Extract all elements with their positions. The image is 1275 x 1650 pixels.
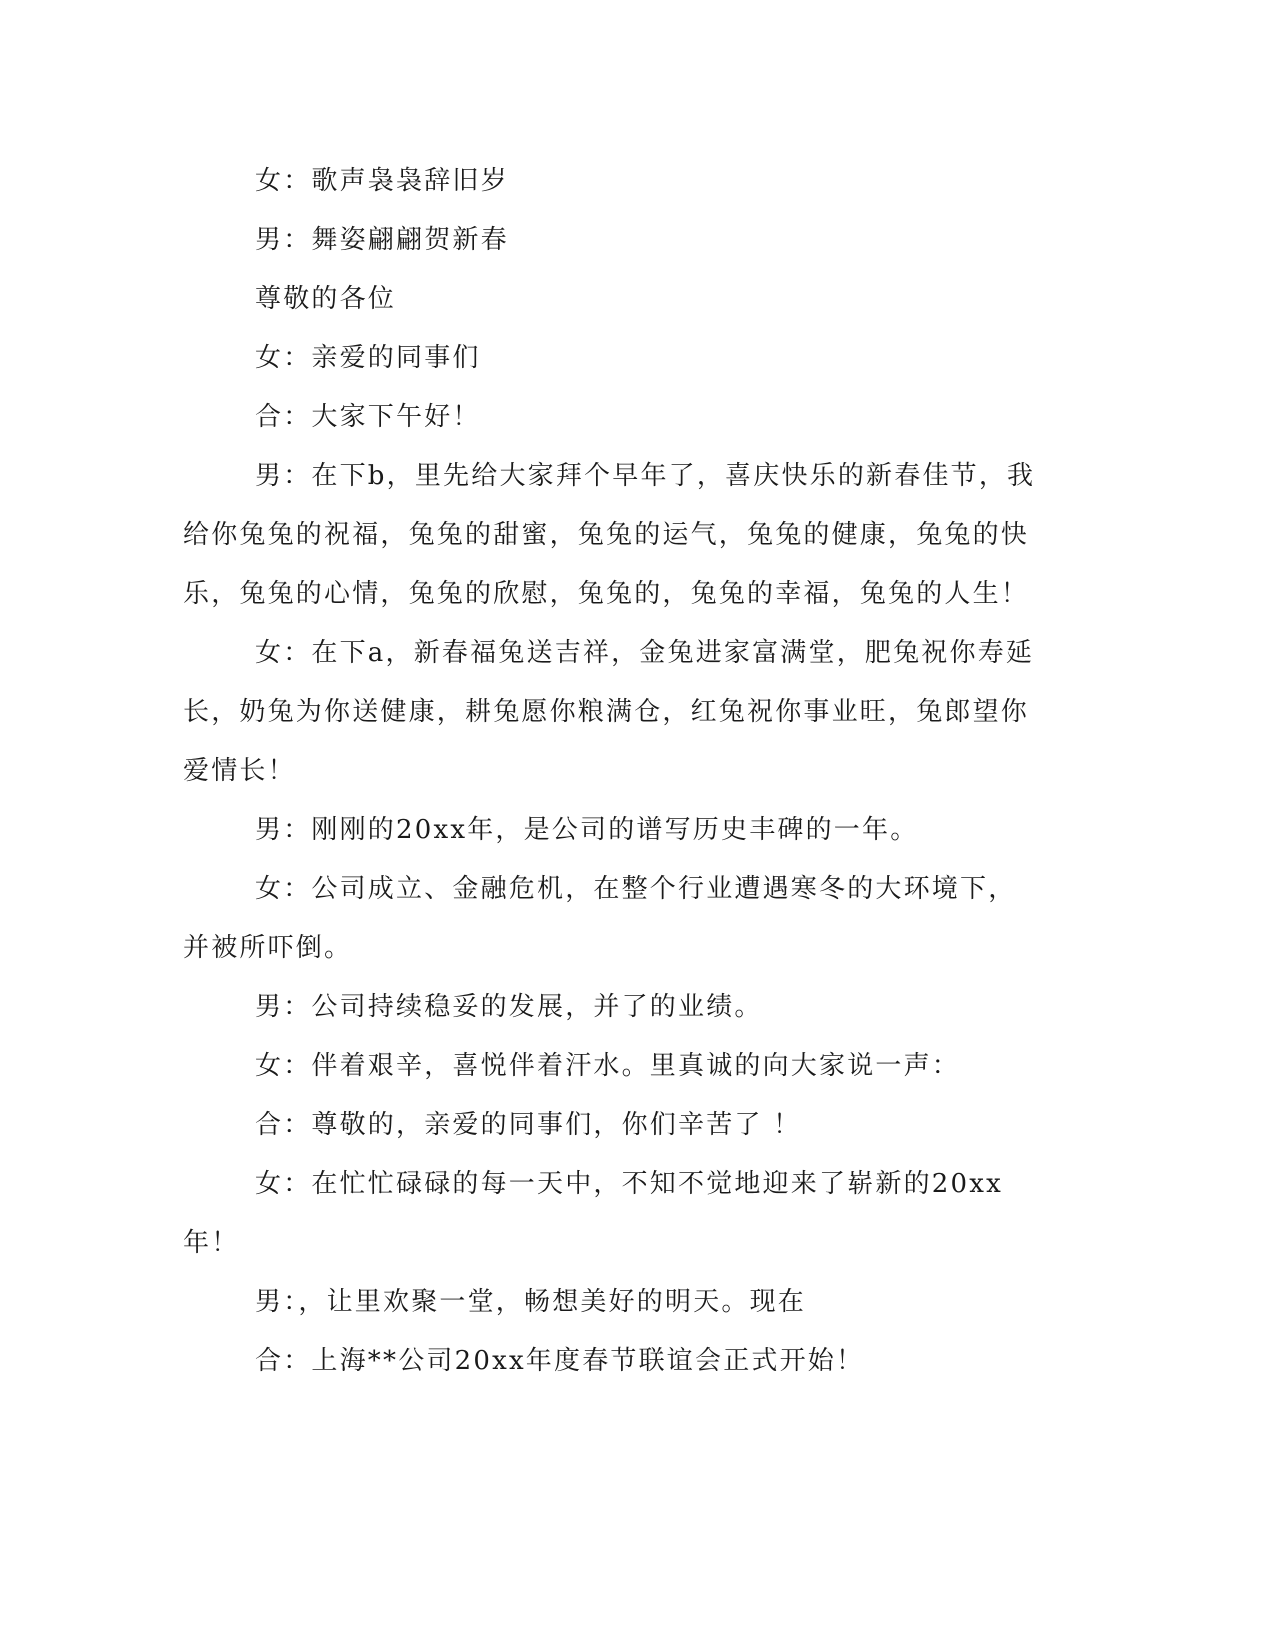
document-page — [183, 152, 1043, 1391]
line-respected-all: 尊敬的各位 — [255, 284, 397, 314]
line-male-gather: 男：，让里欢聚一堂，畅想美好的明天。现在 — [255, 1287, 807, 1317]
paragraph-female-blessing: 女：在下a，新春福兔送吉祥，金兔进家富满堂，肥兔祝你寿延长，奶兔为你送健康，耕兔愿你粮满仓，红兔祝你事业旺，兔郎望你爱情长！ — [183, 638, 1035, 786]
paragraph-male-blessing: 男：在下b，里先给大家拜个早年了，喜庆快乐的新春佳节，我给你兔兔的祝福，兔兔的甜蜜，兔兔的运气，兔兔的健康，兔兔的快乐，兔兔的心情，兔兔的欣慰，兔兔的，兔兔的幸福，兔兔的人生！ — [183, 461, 1036, 609]
paragraph-female-new-year: 女：在忙忙碌碌的每一天中，不知不觉地迎来了崭新的20xx年！ — [183, 1169, 1004, 1258]
line-female-colleagues: 女：亲爱的同事们 — [255, 343, 481, 373]
line-female-thanks: 女：伴着艰辛，喜悦伴着汗水。里真诚的向大家说一声： — [255, 1051, 961, 1081]
line-female-opening: 女：歌声袅袅辞旧岁 — [255, 166, 509, 196]
line-together-thanks: 合：尊敬的，亲爱的同事们，你们辛苦了 ！ — [255, 1110, 802, 1140]
paragraph-female-crisis: 女：公司成立、金融危机，在整个行业遭遇寒冬的大环境下，并被所吓倒。 — [183, 874, 1017, 963]
line-male-history: 男：刚刚的20xx年，是公司的谱写历史丰碑的一年。 — [255, 815, 919, 845]
line-together-start: 合：上海**公司20xx年度春节联谊会正式开始！ — [255, 1346, 865, 1376]
line-male-opening: 男：舞姿翩翩贺新春 — [255, 225, 509, 255]
line-male-development: 男：公司持续稳妥的发展，并了的业绩。 — [255, 992, 763, 1022]
line-together-greeting: 合：大家下午好！ — [255, 402, 481, 432]
